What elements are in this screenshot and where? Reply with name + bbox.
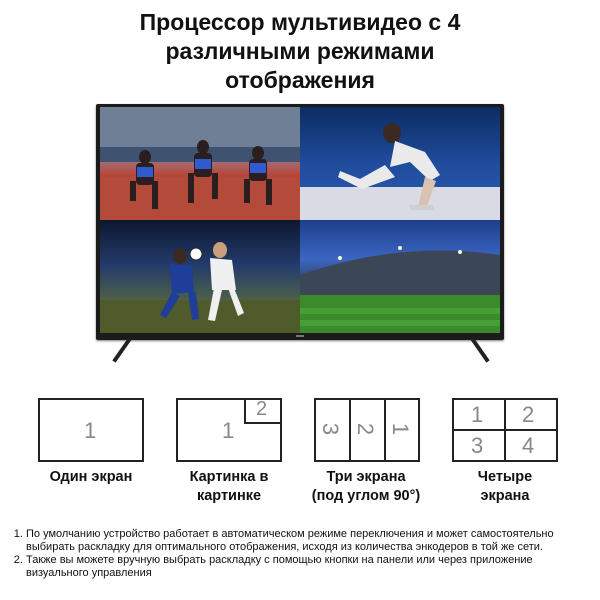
tv-right-leg <box>470 337 489 362</box>
divider <box>454 429 556 431</box>
screen-number: 2 <box>256 398 268 420</box>
tv-logo <box>296 335 304 337</box>
footnote-item: 2. Также вы можете вручную выбрать раскладку с помощью кнопки на панели или через приложение визуального управления <box>26 554 594 580</box>
screen-number: 2 <box>353 422 379 436</box>
page-title: Процессор мультивидео с 4 различными режимами отображения <box>139 9 461 93</box>
pip-inset <box>244 400 280 424</box>
footnotes <box>8 528 594 580</box>
mode-label-pip: Картинка в картинке <box>189 469 269 504</box>
layout-single-screen-icon <box>38 398 144 462</box>
screen-number: 3 <box>318 422 344 436</box>
layout-three-screens-icon <box>314 398 420 462</box>
screen-number: 1 <box>388 422 414 436</box>
screen-number: 1 <box>222 418 235 443</box>
mode-label-single: Один экран <box>49 469 133 485</box>
football-players-photo <box>100 220 300 333</box>
mode-label-three: Три экрана (под углом 90°) <box>311 469 421 504</box>
tv-screen <box>100 107 500 333</box>
sprinters-photo <box>100 107 300 220</box>
layout-four-screens-icon <box>452 398 558 462</box>
screen-number: 1 <box>471 402 484 427</box>
skater-photo <box>300 107 500 220</box>
divider <box>384 400 386 460</box>
layout-pip-icon <box>176 398 282 462</box>
screen-number: 3 <box>471 433 484 458</box>
tv-left-leg <box>112 337 131 362</box>
tv-illustration <box>96 104 504 340</box>
stadium-photo <box>300 220 500 333</box>
screen-number: 1 <box>84 418 97 443</box>
divider <box>349 400 351 460</box>
screen-number: 4 <box>522 433 535 458</box>
mode-label-four: Четыре экрана <box>477 469 533 504</box>
screen-number: 2 <box>522 402 535 427</box>
footnote-item: 1. По умолчанию устройство работает в автоматическом режиме переключения и может самостоятельно выбирать раскладку для оптимального отображения, исходя из количества энкодеров в той же сети. <box>26 528 594 554</box>
